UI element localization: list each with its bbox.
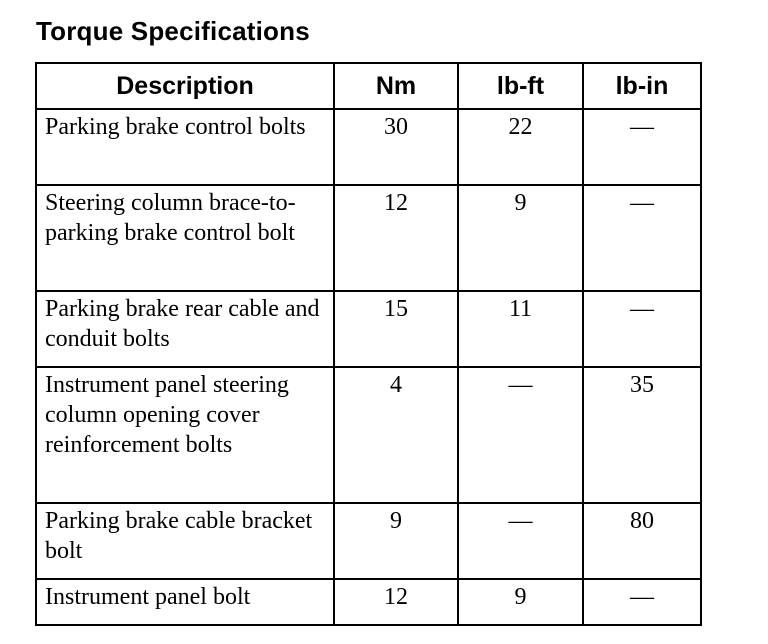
nm-cell: 30	[334, 109, 458, 185]
header-nm: Nm	[334, 63, 458, 109]
lb-in-cell: —	[583, 579, 701, 625]
nm-cell: 4	[334, 367, 458, 503]
nm-cell: 12	[334, 185, 458, 291]
nm-cell: 15	[334, 291, 458, 367]
description-cell: Instrument panel bolt	[36, 579, 334, 625]
lb-ft-cell: 9	[458, 185, 583, 291]
description-cell: Parking brake cable bracket bolt	[36, 503, 334, 579]
lb-ft-cell: —	[458, 503, 583, 579]
header-description: Description	[36, 63, 334, 109]
table-row	[36, 503, 701, 579]
table-header-row	[36, 63, 701, 109]
header-lb-ft: lb-ft	[458, 63, 583, 109]
lb-ft-cell: —	[458, 367, 583, 503]
lb-in-cell: —	[583, 291, 701, 367]
description-cell: Parking brake control bolts	[36, 109, 334, 185]
table-row	[36, 367, 701, 503]
lb-ft-cell: 11	[458, 291, 583, 367]
table-row	[36, 109, 701, 185]
description-cell: Instrument panel steering column opening cover reinforcement bolts	[36, 367, 334, 503]
lb-in-cell: 80	[583, 503, 701, 579]
nm-cell: 9	[334, 503, 458, 579]
lb-in-cell: —	[583, 109, 701, 185]
torque-specifications-table	[35, 62, 702, 626]
lb-ft-cell: 22	[458, 109, 583, 185]
description-cell: Parking brake rear cable and conduit bolts	[36, 291, 334, 367]
description-cell: Steering column brace-to-parking brake control bolt	[36, 185, 334, 291]
nm-cell: 12	[334, 579, 458, 625]
table-row	[36, 291, 701, 367]
table-row	[36, 185, 701, 291]
page-title: Torque Specifications	[36, 16, 310, 46]
lb-in-cell: 35	[583, 367, 701, 503]
lb-ft-cell: 9	[458, 579, 583, 625]
header-lb-in: lb-in	[583, 63, 701, 109]
table-row	[36, 579, 701, 625]
lb-in-cell: —	[583, 185, 701, 291]
